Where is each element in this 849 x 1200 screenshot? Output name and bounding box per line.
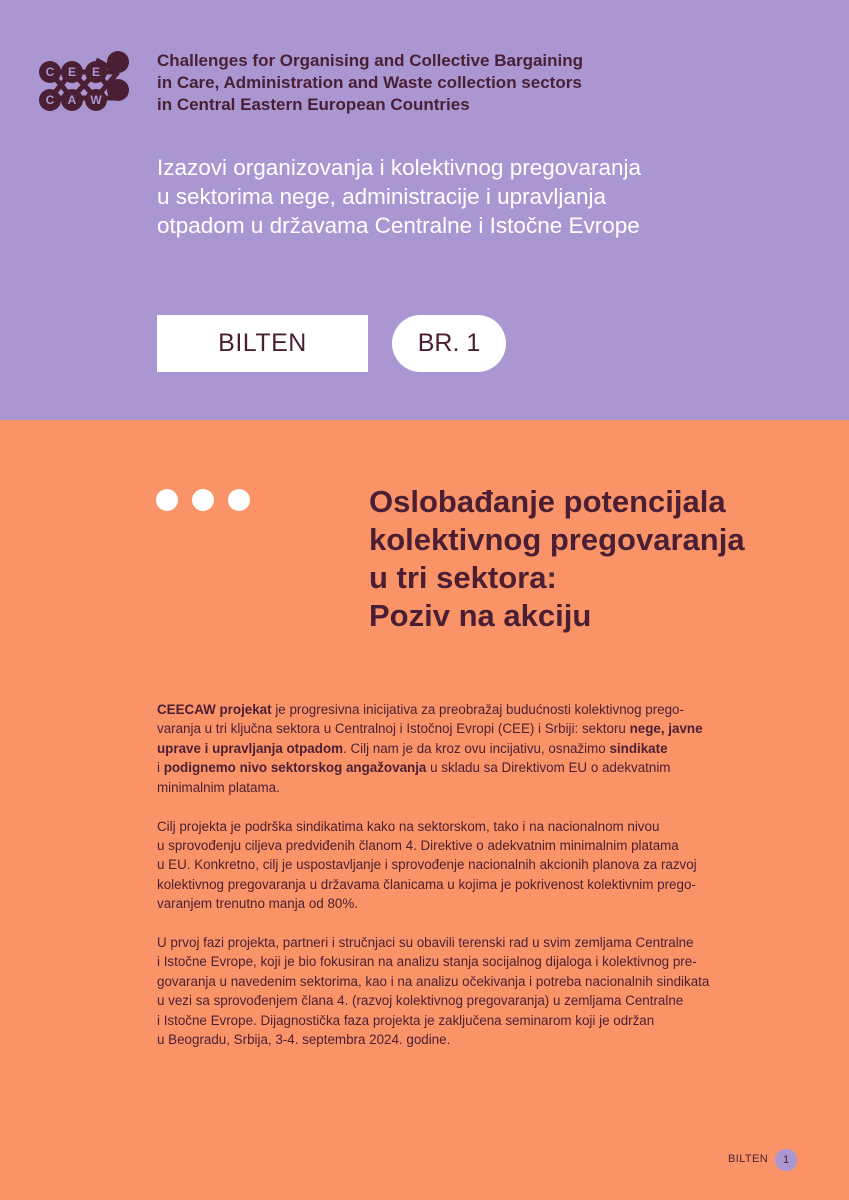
logo-letter-4: C <box>45 93 55 107</box>
body-line <box>157 741 668 756</box>
logo-node-8 <box>107 79 129 101</box>
local-title-line: u sektorima nege, administracije i upravljanja <box>157 184 606 209</box>
body-line: U prvoj fazi projekta, partneri i stručnjaci su obavili terenski rad u svim zemljama Centralne <box>157 935 694 951</box>
article-body <box>157 700 797 1069</box>
bilten-label: BILTEN <box>157 315 368 372</box>
paragraph-intro <box>157 700 797 797</box>
logo-letter-6: W <box>90 93 102 107</box>
page-number-badge: 1 <box>775 1149 797 1171</box>
body-text: je progresivna inicijativa za preobražaj budućnosti kolektivnog prego- <box>271 702 684 717</box>
body-text: varanja u tri ključna sektora u Centralnoj i Istočnoj Evropi (CEE) i Srbiji: sektoru <box>157 721 630 737</box>
logo-letter-5: A <box>67 93 77 107</box>
logo-node-4 <box>107 51 129 73</box>
body-line: Cilj projekta je podrška sindikatima kako na sektorskom, tako i na nacionalnom nivou <box>157 818 660 834</box>
body-line: u Beogradu, Srbija, 3-4. septembra 2024. godine. <box>157 1032 451 1048</box>
bold-text: CEECAW projekat <box>157 702 272 717</box>
body-text: . Cilj nam je da kroz ovu incijativu, osnažimo <box>343 740 610 756</box>
org-title-line: in Central Eastern European Countries <box>157 95 470 114</box>
ceecaw-logo <box>34 46 134 118</box>
local-title-line: otpadom u državama Centralne i Istočne Evrope <box>157 213 640 238</box>
article-headline <box>369 483 839 635</box>
logo-letter-3: E <box>91 65 101 79</box>
footer-label: BILTEN <box>728 1153 769 1165</box>
logo-letter-2: E <box>67 65 77 79</box>
headline-line: u tri sektora: <box>369 560 557 595</box>
paragraph-phase <box>157 933 797 1049</box>
body-text: u skladu sa Direktivom EU o adekvatnim <box>426 760 671 776</box>
headline-line: Poziv na akciju <box>369 598 592 633</box>
body-line: u vezi sa sprovođenjem člana 4. (razvoj kolektivnog pregovaranja) u zemljama Centralne <box>157 993 684 1009</box>
body-text: i <box>157 760 164 776</box>
body-line: i Istočne Evrope, koji je bio fokusiran na analizu stanja socijalnog dijaloga i kolektivnog pre- <box>157 954 697 970</box>
body-line: u sprovođenju ciljeva predviđenih članom 4. Direktive o adekvatnim minimalnim platama <box>157 837 679 853</box>
body-line: kolektivnog pregovaranja u državama članicama u kojima je pokrivenost kolektivnim prego- <box>157 876 696 892</box>
headline-line: Oslobađanje potencijala <box>369 484 726 519</box>
body-line: varanjem trenutno manja od 80%. <box>157 896 358 912</box>
headline-line: kolektivnog pregovaranja <box>369 522 745 557</box>
bold-text: nege, javne <box>629 721 703 737</box>
bold-text: podignemo nivo sektorskog angažovanja <box>163 760 427 776</box>
body-line: minimalnim platama. <box>157 779 280 795</box>
local-title-line: Izazovi organizovanja i kolektivnog pregovaranja <box>157 155 642 180</box>
bold-text: sindikate <box>609 740 668 756</box>
local-title <box>157 153 817 240</box>
bold-text: uprave i upravljanja otpadom <box>157 740 344 756</box>
logo-letter-1: C <box>45 65 55 79</box>
dot-icon <box>228 489 250 511</box>
body-line: govaranja u navedenim sektorima, kao i na analizu očekivanja i potreba nacionalnih sindikata <box>157 973 710 989</box>
body-line <box>157 702 684 717</box>
body-line: u EU. Konkretno, cilj je uspostavljanje i sprovođenje nacionalnih akcionih planova za razvoj <box>157 857 697 873</box>
org-title-line: in Care, Administration and Waste collection sectors <box>157 73 582 92</box>
body-line <box>157 760 670 775</box>
paragraph-goal <box>157 817 797 914</box>
dot-icon <box>156 489 178 511</box>
body-line <box>157 721 703 736</box>
decorative-dots <box>156 489 250 511</box>
issue-badge: BR. 1 <box>392 315 506 372</box>
body-line: i Istočne Evrope. Dijagnostička faza projekta je zaključena seminarom koji je održan <box>157 1012 655 1028</box>
dot-icon <box>192 489 214 511</box>
org-title-line: Challenges for Organising and Collective Bargaining <box>157 51 584 70</box>
org-title <box>157 50 757 116</box>
